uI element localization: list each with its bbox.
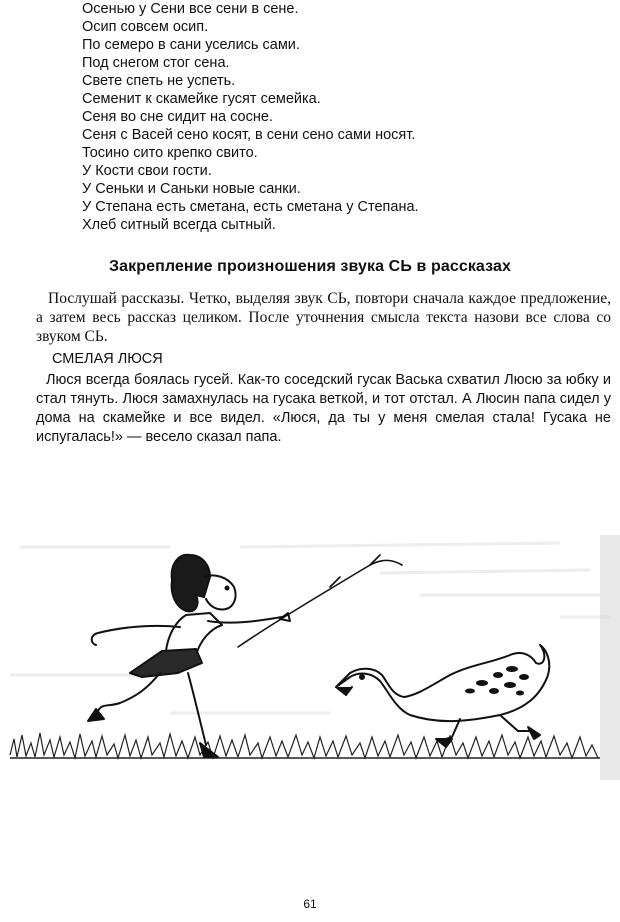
list-item: Семенит к скамейке гусят семейка. xyxy=(82,91,321,107)
list-item: Осип совсем осип. xyxy=(82,19,209,35)
list-item: У Кости свои гости. xyxy=(82,163,212,179)
list-item: По семеро в сани уселись сами. xyxy=(82,37,300,53)
tongue-twister-list xyxy=(82,0,419,234)
goose-figure xyxy=(336,645,549,747)
stick xyxy=(238,555,402,647)
girl-and-goose-illustration xyxy=(0,525,620,785)
list-item: Тосино сито крепко свито. xyxy=(82,145,258,161)
list-item: Свете спеть не успеть. xyxy=(82,73,236,89)
grass xyxy=(10,733,600,758)
story-title: СМЕЛАЯ ЛЮСЯ xyxy=(52,351,163,367)
list-item: Хлеб ситный всегда сытный. xyxy=(82,217,276,233)
list-item: Осенью у Сени все сени в сене. xyxy=(82,1,299,17)
story-paragraph: Люся всегда боялась гусей. Как-то соседский гусак Васька схватил Люсю за юбку и стал тянуть. Люся замахнулась на гусака веткой, и тот отстал. А Люсин папа сидел у дома на скамейке и все видел. «Люся, да ты у меня смелая стала! Гусака не испугалась!» — весело сказал папа. xyxy=(36,372,611,445)
list-item: У Сеньки и Саньки новые санки. xyxy=(82,181,301,197)
list-item: Сеня во сне сидит на сосне. xyxy=(82,109,273,125)
page-number: 61 xyxy=(303,897,317,911)
section-heading: Закрепление произношения звука СЬ в рассказах xyxy=(109,258,511,275)
list-item: У Степана есть сметана, есть сметана у Степана. xyxy=(82,199,419,215)
list-item: Под снегом стог сена. xyxy=(82,55,230,71)
instruction-paragraph: Послушай рассказы. Четко, выделяя звук СЬ, повтори сначала каждое предложение, а затем весь рассказ целиком. После уточнения смысла текста назови все слова со звуком СЬ. xyxy=(36,290,611,345)
list-item: Сеня с Васей сено косят, в сени сено сами носят. xyxy=(82,127,416,143)
girl-figure xyxy=(88,555,290,757)
